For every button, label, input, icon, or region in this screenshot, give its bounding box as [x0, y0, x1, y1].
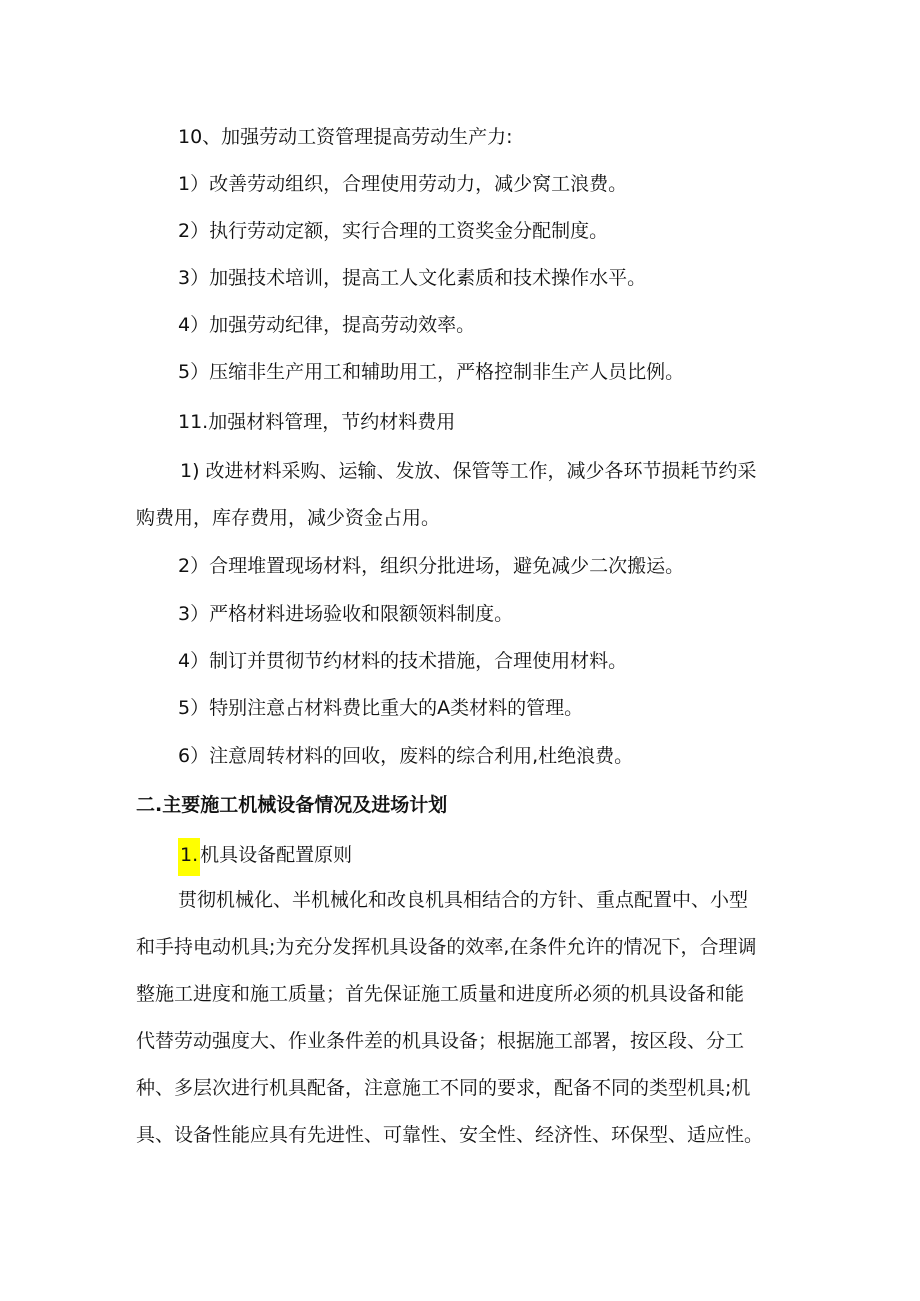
section-11-item-2: 2）合理堆置现场材料，组织分批进场，避免减少二次搬运。	[178, 555, 685, 577]
section-10-title: 10、加强劳动工资管理提高劳动生产力:	[178, 126, 513, 148]
subsection-title	[178, 842, 352, 868]
section-11-item-6: 6）注意周转材料的回收，废料的综合利用,杜绝浪费。	[178, 745, 634, 767]
section-10-item-2: 2）执行劳动定额，实行合理的工资奖金分配制度。	[178, 220, 609, 242]
section-10-item-4: 4）加强劳动纪律，提高劳动效率。	[178, 314, 476, 336]
section-11-item-1: 1) 改进材料采购、运输、发放、保管等工作，减少各环节损耗节约采	[180, 460, 757, 482]
section-11-title: 11.加强材料管理，节约材料费用	[178, 411, 456, 433]
paragraph-line-3: 整施工进度和施工质量；首先保证施工质量和进度所必须的机具设备和能	[136, 983, 745, 1005]
paragraph-line-2: 和手持电动机具;为充分发挥机具设备的效率,在条件允许的情况下，合理调	[136, 936, 757, 958]
highlighted-number: 1.	[178, 838, 200, 876]
section-10-item-5: 5）压缩非生产用工和辅助用工，严格控制非生产人员比例。	[178, 361, 685, 383]
section-10-item-3: 3）加强技术培训，提高工人文化素质和技术操作水平。	[178, 267, 647, 289]
paragraph-line-5: 种、多层次进行机具配备，注意施工不同的要求，配备不同的类型机具;机	[136, 1077, 751, 1099]
section-11-item-3: 3）严格材料进场验收和限额领料制度。	[178, 603, 514, 625]
section-11-item-5: 5）特别注意占材料费比重大的A类材料的管理。	[178, 697, 584, 719]
section-10-item-1: 1）改善劳动组织，合理使用劳动力，减少窝工浪费。	[178, 173, 628, 195]
body-paragraph	[136, 887, 796, 1169]
paragraph-line-4: 代替劳动强度大、作业条件差的机具设备；根据施工部署，按区段、分工	[136, 1030, 745, 1052]
section-2-heading: 二.主要施工机械设备情况及进场计划	[136, 794, 448, 816]
section-11-item-4: 4）制订并贯彻节约材料的技术措施，合理使用材料。	[178, 650, 628, 672]
subsection-title-text: 机具设备配置原则	[200, 844, 353, 866]
paragraph-line-1: 贯彻机械化、半机械化和改良机具相结合的方针、重点配置中、小型	[178, 889, 749, 911]
paragraph-line-6: 具、设备性能应具有先进性、可靠性、安全性、经济性、环保型、适应性。	[136, 1124, 764, 1146]
section-11-item-1-cont: 购费用，库存费用，减少资金占用。	[136, 507, 441, 529]
